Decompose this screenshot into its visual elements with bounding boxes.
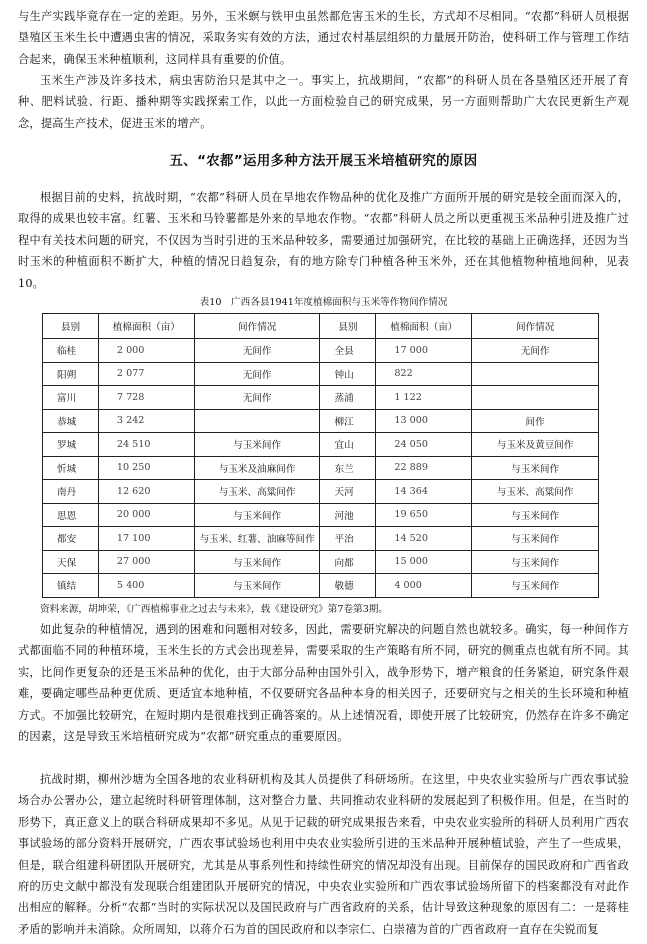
table-row <box>43 433 599 457</box>
section-heading: 五、“农都”运用多种方法开展玉米培植研究的原因 <box>169 154 478 169</box>
table-cell-intercrop: 与玉米间作 <box>472 550 599 574</box>
table-row <box>43 409 599 433</box>
paragraph-shatang-research: 抗战时期，柳州沙塘为全国各地的农业科研机构及其人员提供了科研场所。在这里，中央农业实验所与广西农事试验场合办公署办公，建立起统时科研管理体制，这对整合力量、共同推动农业科研的发展起到了积极作用。但是，在当时的形势下，真正意义上的联合科研成果却不多见。从见于记载的研究成果报告来看，中央农业实验所的科研人员利用广西农事试验场的部分资料开展研究，广西农事试验场也利用中央农业实验所引进的玉米品种开展种植试验，产生了一些成果，但是，联合组建科研团队开展研究，尤其是从事系列性和持续性研究的情况却没有出现。目前保存的国民政府和广西省政府的历史文献中都没有发现联合组建团队开展研究的情况，中央农业实验所和广西农事试验场所留下的档案都没有对此作出相应的解释。分析“农都”当时的实际状况以及国民政府与广西省政府的关系，估计导致这种现象的原因有二：一是蒋桂矛盾的影响并未消除。众所周知，以蒋介石为首的国民政府和以李宗仁、白崇禧为首的广西省政府一直存在尖锐而复 <box>18 773 629 936</box>
table-cell-intercrop: 与玉米间作 <box>194 503 320 527</box>
table-cell-area: 3 242 <box>98 409 194 433</box>
table-row <box>43 386 599 410</box>
table-cell-intercrop: 与玉米及油麻间作 <box>194 456 320 480</box>
table-row <box>43 574 599 598</box>
table-cell-county: 忻城 <box>43 456 99 480</box>
table-cell-area: 13 000 <box>376 409 472 433</box>
table-source-note: 资料来源，胡坤荣，《广西植棉事业之过去与未来》，载《建设研究》第7卷第3期。 <box>40 604 388 615</box>
table-cell-county: 临桂 <box>43 339 99 363</box>
table-cell-intercrop: 无间作 <box>194 386 320 410</box>
table-cell-county: 天保 <box>43 550 99 574</box>
table-caption: 表10 广西各县1941年度植棉面积与玉米等作物间作情况 <box>199 297 448 308</box>
table-cell-area: 10 250 <box>98 456 194 480</box>
table-cell-intercrop: 与玉米间作 <box>472 456 599 480</box>
table-cell-area: 12 620 <box>98 480 194 504</box>
table-cell-area: 14 364 <box>376 480 472 504</box>
table-cell-area: 27 000 <box>98 550 194 574</box>
table-cell-county: 河池 <box>320 503 376 527</box>
table-cell-area: 24 050 <box>376 433 472 457</box>
table-header-cell: 县别 <box>320 314 376 339</box>
table-header-row <box>43 314 599 339</box>
table-cell-area: 822 <box>376 362 472 386</box>
table-row <box>43 550 599 574</box>
table-cell-intercrop: 与玉米、高粱间作 <box>194 480 320 504</box>
table-cell-area: 2 077 <box>98 362 194 386</box>
table-header-cell: 植棉面积（亩） <box>376 314 472 339</box>
table-cell-area: 15 000 <box>376 550 472 574</box>
table-cell-county: 都安 <box>43 527 99 551</box>
table-cell-area: 1 122 <box>376 386 472 410</box>
paragraph-research-background: 根据目前的史料，抗战时期，“农都”科研人员在旱地农作物品种的优化及推广方面所开展的研究是较全面而深入的，取得的成果也较丰富。红薯、玉米和马铃薯都是外来的旱地农作物。“农都”科研人员之所以更重视玉米品种引进及推广过程中有关技术问题的研究，不仅因为当时引进的玉米品种较多，需要通过加强研究，在比较的基础上正确选择，还因为当时玉米的种植面积不断扩大，种植的情况日趋复杂，有的地方除专门种植各种玉米外，还在其他植物种植地间种，见表10。 <box>18 191 629 290</box>
table-header-cell: 间作情况 <box>194 314 320 339</box>
table-cell-intercrop <box>472 362 599 386</box>
table-row <box>43 527 599 551</box>
table-header-cell: 植棉面积（亩） <box>98 314 194 339</box>
paragraph-pest-control-conclusion: 与生产实践毕竟存在一定的差距。另外，玉米螟与铁甲虫虽然都危害玉米的生长，方式却不尽相同。“农都”科研人员根据垦殖区玉米生长中遭遇虫害的情况，采取务实有效的方法，通过农村基层组织的力量展开防治，使科研工作与管理工作结合起来，确保玉米种植顺利，这同样具有重要的价值。 <box>18 10 629 66</box>
table-cell-intercrop: 与玉米间作 <box>472 503 599 527</box>
table-cell-area: 2 000 <box>98 339 194 363</box>
table-row <box>43 339 599 363</box>
table-cell-county: 柳江 <box>320 409 376 433</box>
table-cell-county: 天河 <box>320 480 376 504</box>
table-cell-county: 阳朔 <box>43 362 99 386</box>
paragraph-complexity: 如此复杂的种植情况，遇到的困难和问题相对较多，因此，需要研究解决的问题自然也就较多。确实，每一种间作方式都面临不同的种植环境，玉米生长的方式会出现差异，需要采取的生产策略有所不同，研究的侧重点也就有所不同。其实，比间作更复杂的还是玉米品种的优化，由于大部分品种由国外引入，战争形势下，增产粮食的任务紧迫，研究条件艰难，要确定哪些品种更优质、更适宜本地种植，不仅要研究各品种本身的相关因子，还要研究与之相关的生长环境和种植方式。不加强比较研究，在短时期内是很难找到正确答案的。从上述情况看，即使开展了比较研究，仍然存在许多不确定的因素，这是导致玉米培植研究成为“农都”研究重点的重要原因。 <box>18 623 629 744</box>
table-header-cell: 县别 <box>43 314 99 339</box>
paragraph-corn-techniques: 玉米生产涉及许多技术，病虫害防治只是其中之一。事实上，抗战期间，“农都”的科研人员在各垦殖区还开展了育种、肥料试验、行距、播种期等实践探索工作，以此一方面检验自己的研究成果，另一方面则帮助广大农民更新生产观念，提高生产技术，促进玉米的增产。 <box>18 74 629 130</box>
table-cell-intercrop: 无间作 <box>194 339 320 363</box>
table-cell-intercrop <box>194 409 320 433</box>
table-cell-area: 19 650 <box>376 503 472 527</box>
table-cell-county: 富川 <box>43 386 99 410</box>
intercropping-table <box>42 313 599 598</box>
table-cell-intercrop: 与玉米间作 <box>194 574 320 598</box>
table-cell-area: 22 889 <box>376 456 472 480</box>
table-cell-county: 钟山 <box>320 362 376 386</box>
table-cell-county: 蒸浦 <box>320 386 376 410</box>
table-cell-area: 14 520 <box>376 527 472 551</box>
table-cell-county: 罗城 <box>43 433 99 457</box>
table-cell-county: 敬德 <box>320 574 376 598</box>
table-cell-area: 4 000 <box>376 574 472 598</box>
table-cell-area: 17 100 <box>98 527 194 551</box>
table-cell-county: 全县 <box>320 339 376 363</box>
table-cell-intercrop: 无间作 <box>194 362 320 386</box>
table-row <box>43 456 599 480</box>
table-cell-intercrop: 与玉米间作 <box>194 433 320 457</box>
table-cell-county: 思恩 <box>43 503 99 527</box>
table-cell-intercrop: 与玉米间作 <box>194 550 320 574</box>
table-cell-area: 17 000 <box>376 339 472 363</box>
table-row <box>43 480 599 504</box>
table-cell-intercrop: 与玉米间作 <box>472 574 599 598</box>
table-cell-county: 向都 <box>320 550 376 574</box>
table-cell-area: 24 510 <box>98 433 194 457</box>
table-cell-intercrop: 无间作 <box>472 339 599 363</box>
table-cell-county: 宜山 <box>320 433 376 457</box>
table-cell-county: 恭城 <box>43 409 99 433</box>
table-cell-intercrop <box>472 386 599 410</box>
table-cell-county: 镇结 <box>43 574 99 598</box>
table-cell-county: 南丹 <box>43 480 99 504</box>
table-cell-county: 平治 <box>320 527 376 551</box>
table-cell-intercrop: 与玉米、高粱间作 <box>472 480 599 504</box>
table-cell-intercrop: 与玉米间作 <box>472 527 599 551</box>
table-row <box>43 362 599 386</box>
table-header-cell: 间作情况 <box>472 314 599 339</box>
table-cell-area: 20 000 <box>98 503 194 527</box>
table-body <box>43 339 599 598</box>
table-cell-intercrop: 间作 <box>472 409 599 433</box>
table-cell-intercrop: 与玉米及黄豆间作 <box>472 433 599 457</box>
table-cell-area: 7 728 <box>98 386 194 410</box>
table-cell-county: 东兰 <box>320 456 376 480</box>
table-cell-area: 5 400 <box>98 574 194 598</box>
table-row <box>43 503 599 527</box>
table-cell-intercrop: 与玉米、红薯、油麻等间作 <box>194 527 320 551</box>
